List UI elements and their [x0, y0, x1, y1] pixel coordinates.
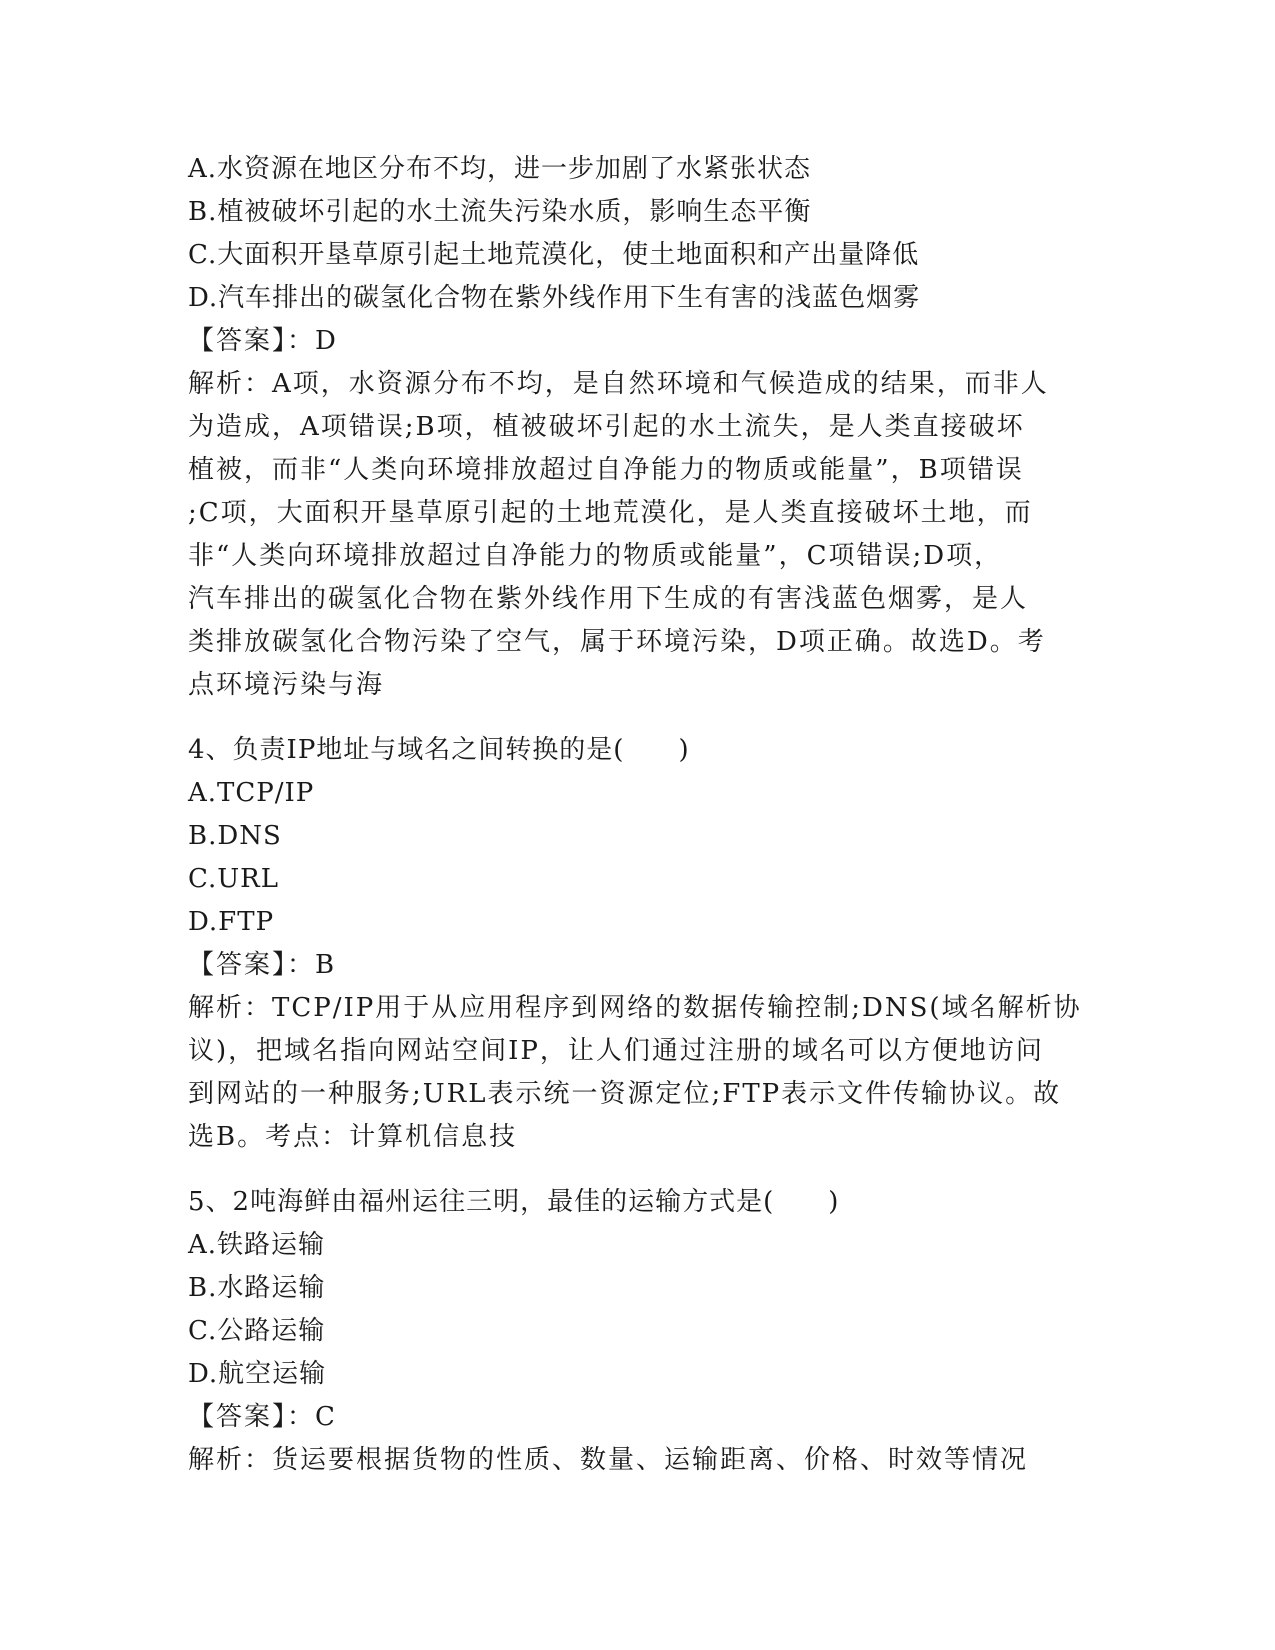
option-b: B.植被破坏引起的水土流失污染水质，影响生态平衡: [188, 197, 812, 227]
option-d: D.汽车排出的碳氢化合物在紫外线作用下生有害的浅蓝色烟雾: [188, 283, 921, 313]
answer-label: 【答案】：D: [188, 326, 338, 356]
option-d: D.FTP: [188, 907, 275, 937]
analysis-line: 为造成，A项错误;B项，植被破坏引起的水土流失，是人类直接破坏: [188, 412, 1025, 442]
option-c: C.URL: [188, 864, 279, 894]
question-text: 5、2吨海鲜由福州运往三明，最佳的运输方式是( ): [188, 1187, 840, 1217]
analysis-line: 植被，而非“人类向环境排放超过自净能力的物质或能量”，B项错误: [188, 455, 1024, 485]
answer-label: 【答案】：B: [188, 950, 337, 980]
analysis-line: 点环境污染与海: [188, 670, 385, 700]
option-a: A.水资源在地区分布不均，进一步加剧了水紧张状态: [188, 154, 812, 184]
option-d: D.航空运输: [188, 1359, 327, 1389]
document-page: [188, 148, 1088, 1482]
analysis-line: 解析：货运要根据货物的性质、数量、运输距离、价格、时效等情况: [188, 1445, 1029, 1475]
spacer: [188, 1159, 1088, 1181]
analysis-line: 汽车排出的碳氢化合物在紫外线作用下生成的有害浅蓝色烟雾，是人: [188, 584, 1029, 614]
analysis-line: 议)，把域名指向网站空间IP，让人们通过注册的域名可以方便地访问: [188, 1036, 1044, 1066]
option-a: A.铁路运输: [188, 1230, 326, 1260]
question-text: 4、负责IP地址与域名之间转换的是( ): [188, 735, 690, 765]
option-a: A.TCP/IP: [188, 778, 315, 808]
question-4-block: [188, 729, 1088, 1159]
question-3-block: [188, 148, 1088, 707]
option-b: B.DNS: [188, 821, 282, 851]
answer-label: 【答案】：C: [188, 1402, 337, 1432]
analysis-line: 类排放碳氢化合物污染了空气，属于环境污染，D项正确。故选D。考: [188, 627, 1046, 657]
option-c: C.大面积开垦草原引起土地荒漠化，使土地面积和产出量降低: [188, 240, 920, 270]
analysis-paragraph: [188, 987, 1088, 1159]
option-c: C.公路运输: [188, 1316, 326, 1346]
analysis-line: 解析：A项，水资源分布不均，是自然环境和气候造成的结果，而非人: [188, 369, 1049, 399]
option-b: B.水路运输: [188, 1273, 326, 1303]
analysis-line: 到网站的一种服务;URL表示统一资源定位;FTP表示文件传输协议。故: [188, 1079, 1062, 1109]
analysis-paragraph: [188, 363, 1088, 707]
analysis-line: 非“人类向环境排放超过自净能力的物质或能量”，C项错误;D项，: [188, 541, 1003, 571]
analysis-line: 选B。考点：计算机信息技: [188, 1122, 518, 1152]
analysis-line: 解析：TCP/IP用于从应用程序到网络的数据传输控制;DNS(域名解析协: [188, 993, 1082, 1023]
analysis-line: ;C项，大面积开垦草原引起的土地荒漠化，是人类直接破坏土地，而: [188, 498, 1033, 528]
spacer: [188, 707, 1088, 729]
question-5-block: [188, 1181, 1088, 1482]
analysis-paragraph: [188, 1439, 1088, 1482]
